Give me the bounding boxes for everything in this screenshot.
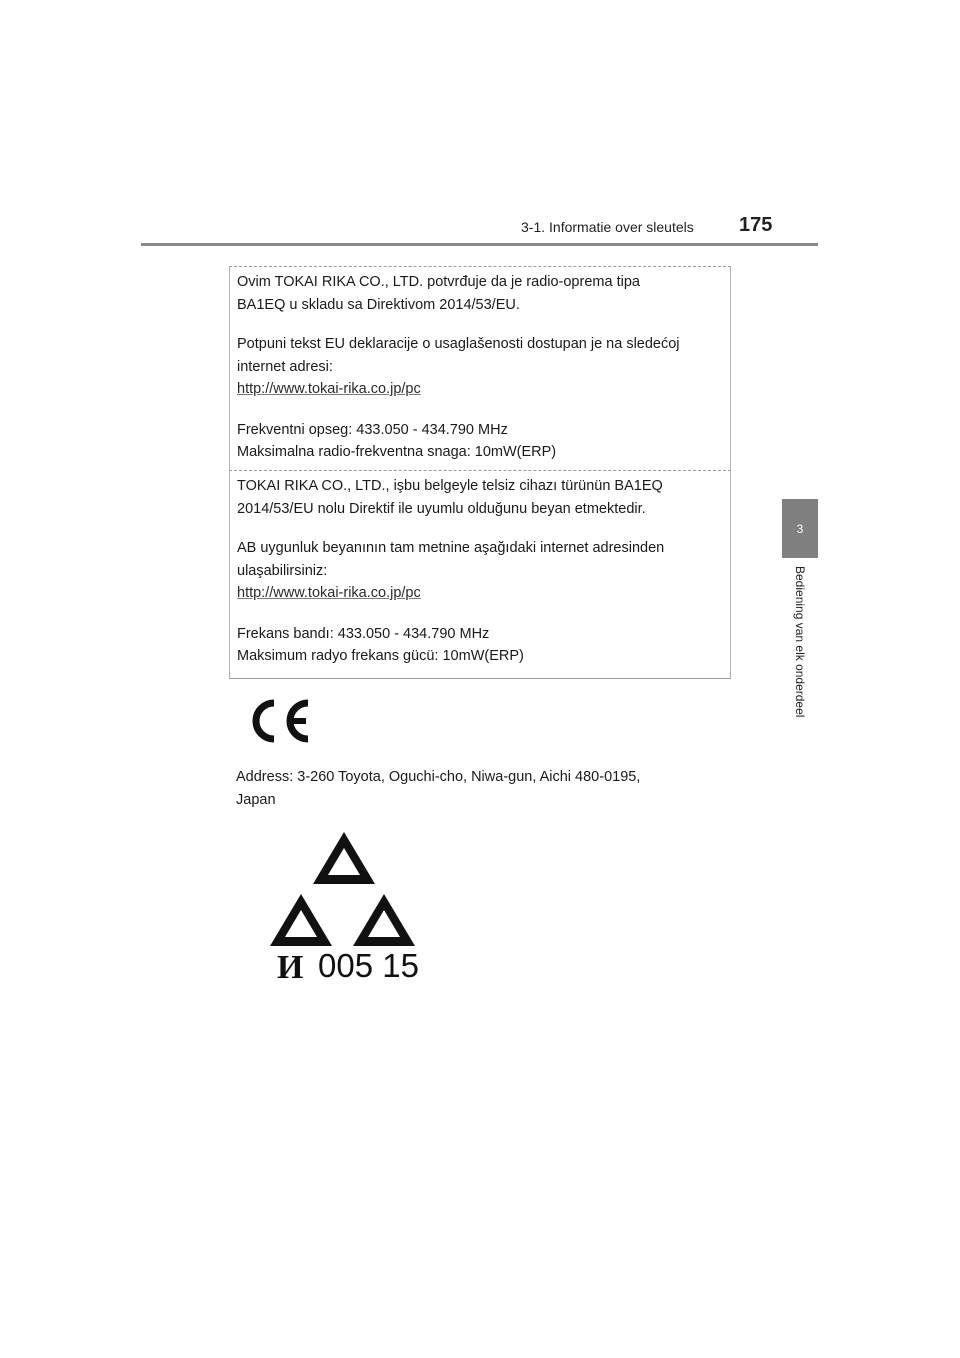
conformity-line: Potpuni tekst EU deklaracije o usaglašenosti dostupan je na sledećoj bbox=[237, 336, 680, 352]
chapter-tab-number: 3 bbox=[796, 521, 804, 536]
frequency-range: Frekans bandı: 433.050 - 434.790 MHz bbox=[237, 625, 490, 642]
approval-mark-code: 005 15 bbox=[318, 947, 419, 982]
declaration-url-link[interactable]: http://www.tokai-rika.co.jp/pc bbox=[237, 585, 421, 601]
header-section-title: 3-1. Informatie over sleutels bbox=[521, 219, 694, 235]
declaration-url-link[interactable]: http://www.tokai-rika.co.jp/pc bbox=[237, 381, 421, 397]
header-divider bbox=[141, 243, 818, 246]
chapter-tab-label: Bediening van elk onderdeel bbox=[793, 566, 807, 718]
conformity-paragraph bbox=[237, 537, 722, 582]
declaration-line: BA1EQ u skladu sa Direktivom 2014/53/EU. bbox=[237, 296, 520, 313]
type-approval-mark-icon bbox=[270, 830, 420, 982]
frequency-range: Frekventni opseg: 433.050 - 434.790 MHz bbox=[237, 421, 508, 438]
approval-mark-prefix: И bbox=[277, 949, 304, 982]
conformity-paragraph bbox=[237, 333, 722, 378]
address-line: Japan bbox=[236, 791, 276, 808]
address-line: Address: 3-260 Toyota, Oguchi-cho, Niwa-gun, Aichi 480-0195, bbox=[236, 769, 641, 785]
manufacturer-address bbox=[236, 766, 716, 811]
conformity-line: AB uygunluk beyanının tam metnine aşağıdaki internet adresinden bbox=[237, 540, 665, 556]
declaration-line: 2014/53/EU nolu Direktif ile uyumlu olduğunu beyan etmektedir. bbox=[237, 500, 646, 517]
declaration-box-serbian bbox=[229, 266, 731, 471]
max-power: Maksimum radyo frekans gücü: 10mW(ERP) bbox=[237, 648, 524, 664]
declaration-box-turkish bbox=[229, 471, 731, 679]
declaration-paragraph bbox=[237, 475, 722, 520]
chapter-tab bbox=[782, 499, 818, 558]
max-power: Maksimalna radio-frekventna snaga: 10mW(ERP) bbox=[237, 444, 557, 460]
declaration-line: TOKAI RIKA CO., LTD., işbu belgeyle telsiz cihazı türünün BA1EQ bbox=[237, 478, 663, 494]
page-number: 175 bbox=[739, 214, 773, 236]
declaration-line: Ovim TOKAI RIKA CO., LTD. potvrđuje da je radio-oprema tipa bbox=[237, 274, 640, 290]
conformity-line: ulaşabilirsiniz: bbox=[237, 562, 328, 579]
conformity-line: internet adresi: bbox=[237, 358, 333, 375]
declaration-paragraph bbox=[237, 271, 722, 316]
ce-mark-icon bbox=[246, 697, 312, 745]
